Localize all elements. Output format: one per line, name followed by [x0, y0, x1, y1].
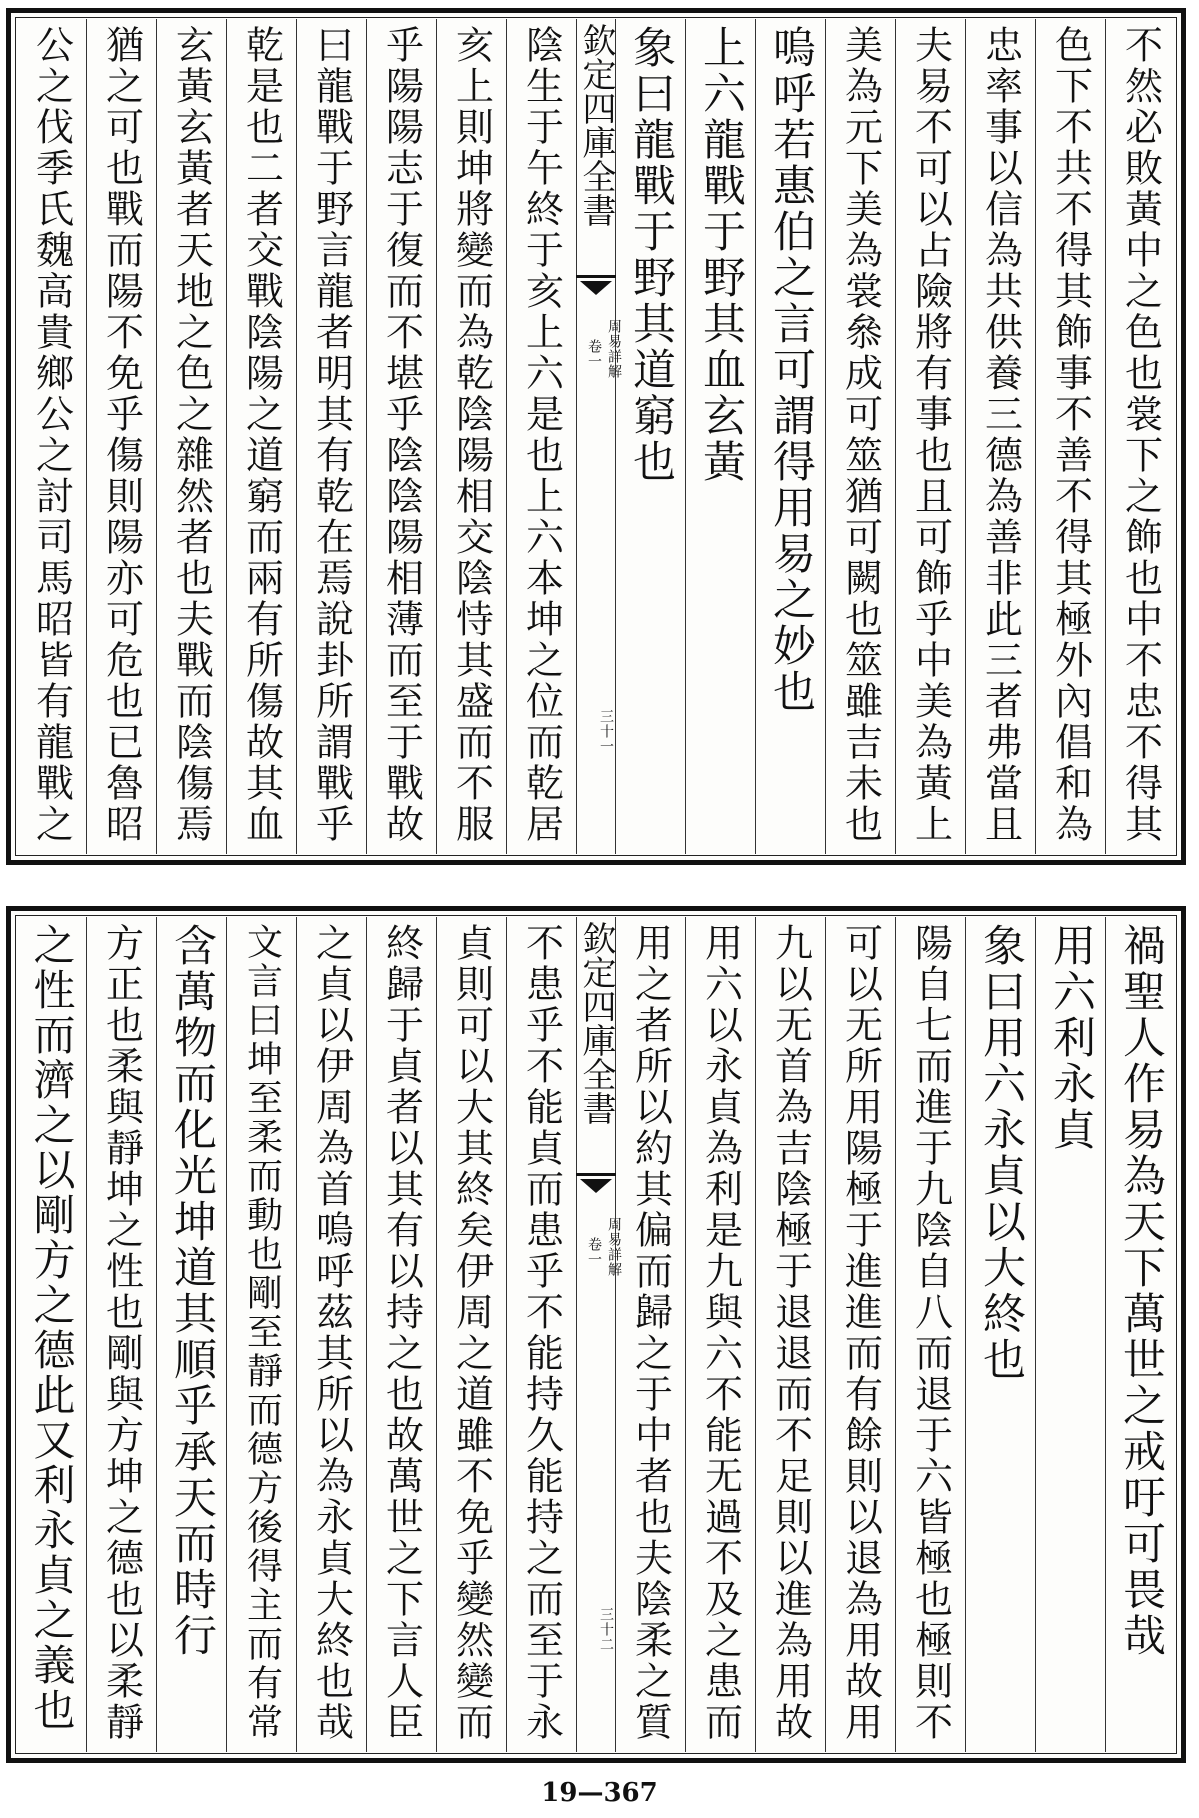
text-column — [965, 917, 1035, 1752]
center-fold-column — [576, 917, 623, 1752]
text-column — [436, 917, 506, 1752]
column-text: 乎陽陽志于復而不堪乎陰陰陽相薄而至于戰故 — [379, 25, 424, 845]
text-column — [436, 19, 506, 854]
juan-label: 卷一 — [586, 1237, 603, 1267]
fishtail-mark-icon — [580, 281, 612, 295]
text-column — [296, 19, 366, 854]
text-column — [156, 19, 226, 854]
text-column — [615, 19, 685, 854]
fold-rule — [576, 1173, 616, 1176]
column-text: 猶之可也戰而陽不免乎傷則陽亦可危也已魯昭 — [99, 25, 144, 845]
text-column — [506, 917, 576, 1752]
column-text: 文言曰坤至柔而動也剛至靜而德方後得主而有常 — [241, 923, 283, 1742]
folio-label: 三十一 — [598, 709, 615, 754]
column-text: 不然必敗黃中之色也裳下之飾也中不忠不得其 — [1118, 25, 1163, 845]
column-text: 終歸于貞者以其有以持之也故萬世之下言人臣 — [379, 923, 424, 1743]
center-fold-column — [576, 19, 623, 854]
page-panel-top — [6, 8, 1186, 865]
column-text: 之性而濟之以剛方之德此又利永貞之義也 — [27, 923, 77, 1733]
column-text: 象曰龍戰于野其道窮也 — [626, 25, 676, 485]
column-text: 用六利永貞 — [1046, 923, 1096, 1153]
text-column — [755, 917, 825, 1752]
text-column — [86, 917, 156, 1752]
column-text: 之貞以伊周為首嗚呼茲其所以為永貞大終也哉 — [309, 923, 354, 1743]
text-column — [965, 19, 1035, 854]
text-column — [1105, 917, 1175, 1752]
column-text: 美為元下美為裳叅成可筮猶可闕也筮雖吉未也 — [838, 25, 883, 845]
text-column — [86, 19, 156, 854]
text-column — [366, 19, 436, 854]
column-text: 乾是也二者交戰陰陽之道窮而兩有所傷故其血 — [239, 25, 284, 845]
page-panel-bottom — [6, 906, 1186, 1763]
text-column — [296, 917, 366, 1752]
text-column — [1105, 19, 1175, 854]
text-column — [825, 917, 895, 1752]
text-column — [1035, 917, 1105, 1752]
work-title: 周易詳解 — [606, 1217, 623, 1277]
column-text: 可以无所用陽極于進進而有餘則以退為用故用 — [838, 923, 883, 1743]
folio-label: 三十二 — [598, 1607, 615, 1652]
column-text: 夫易不可以占險將有事也且可飾乎中美為黃上 — [908, 25, 953, 845]
column-text: 亥上則坤將變而為乾陰陽相交陰恃其盛而不服 — [449, 25, 494, 845]
text-column — [17, 19, 86, 854]
column-text: 九以无首為吉陰極于退退而不足則以進為用故 — [768, 923, 813, 1743]
text-column — [895, 19, 965, 854]
fishtail-mark-icon — [580, 1179, 612, 1193]
column-text: 陽自七而進于九陰自八而退于六皆極也極則不 — [908, 923, 953, 1743]
text-column — [615, 917, 685, 1752]
text-columns — [17, 917, 1175, 1752]
column-text: 用之者所以約其偏而歸之于中者也夫陰柔之質 — [628, 923, 673, 1743]
column-text: 色下不共不得其飾事不善不得其極外內倡和為 — [1048, 25, 1093, 845]
book-title: 欽定四庫全書 — [576, 23, 617, 227]
text-column — [895, 917, 965, 1752]
text-column — [506, 19, 576, 854]
column-text: 曰龍戰于野言龍者明其有乾在焉說卦所謂戰乎 — [309, 25, 354, 845]
column-text: 象曰用六永貞以大終也 — [976, 923, 1026, 1383]
text-column — [156, 917, 226, 1752]
column-text: 用六以永貞為利是九與六不能无過不及之患而 — [698, 923, 743, 1743]
column-text: 玄黃玄黃者天地之色之雜然者也夫戰而陰傷焉 — [169, 25, 214, 845]
column-text: 公之伐季氏魏高貴鄉公之討司馬昭皆有龍戰之 — [29, 25, 74, 845]
text-column — [685, 917, 755, 1752]
text-column — [1035, 19, 1105, 854]
column-text: 含萬物而化光坤道其順乎承天而時行 — [167, 923, 218, 1659]
column-text: 貞則可以大其終矣伊周之道雖不免乎變然變而 — [449, 923, 494, 1743]
column-text: 禍聖人作易為天下萬世之戒吁可畏哉 — [1116, 923, 1166, 1659]
column-text: 不患乎不能貞而患乎不能持久能持之而至于永 — [519, 923, 564, 1743]
column-text: 陰生于午終于亥上六是也上六本坤之位而乾居 — [519, 25, 564, 845]
column-text: 忠率事以信為共供養三德為善非此三者弗當且 — [978, 25, 1023, 845]
column-text: 上六龍戰于野其血玄黃 — [696, 25, 746, 485]
work-title: 周易詳解 — [606, 319, 623, 379]
text-column — [366, 917, 436, 1752]
juan-label: 卷一 — [586, 339, 603, 369]
text-columns — [17, 19, 1175, 854]
text-column — [226, 917, 296, 1752]
book-title: 欽定四庫全書 — [576, 921, 617, 1125]
text-column — [685, 19, 755, 854]
text-column — [17, 917, 86, 1752]
column-text: 嗚呼若惠伯之言可謂得用易之妙也 — [766, 25, 816, 715]
text-column — [755, 19, 825, 854]
column-text: 方正也柔與靜坤之性也剛與方坤之德也以柔靜 — [99, 923, 144, 1743]
text-column — [226, 19, 296, 854]
page-number: 19—367 — [541, 1778, 658, 1808]
fold-rule — [576, 275, 616, 278]
text-column — [825, 19, 895, 854]
